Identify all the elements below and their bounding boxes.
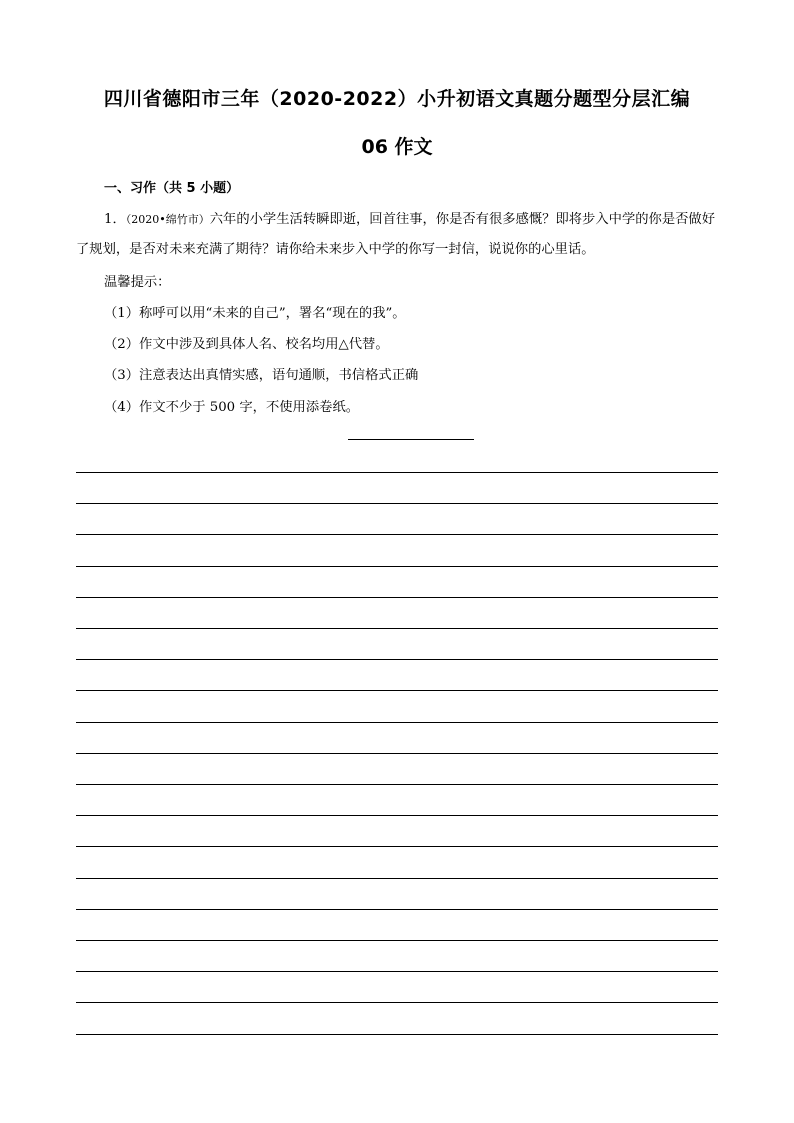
writing-line[interactable]: [76, 503, 718, 504]
hint-3: （3）注意表达出真情实感，语句通顺，书信格式正确: [104, 368, 419, 383]
question-number: 1．: [104, 212, 126, 227]
section-heading: 一、习作（共 5 小题）: [104, 181, 240, 196]
hint-4: （4）作文不少于 500 字，不使用添卷纸。: [104, 400, 360, 415]
writing-line[interactable]: [76, 1002, 718, 1003]
writing-line[interactable]: [76, 784, 718, 785]
writing-line[interactable]: [76, 846, 718, 847]
essay-title-blank[interactable]: [348, 439, 474, 440]
document-subtitle: 06 作文: [361, 136, 433, 158]
writing-line[interactable]: [76, 878, 718, 879]
writing-line[interactable]: [76, 566, 718, 567]
writing-line[interactable]: [76, 971, 718, 972]
question-text: 六年的小学生活转瞬即逝，回首往事，你是否有很多感慨？即将步入中学的你是否做好了规划，是否对未来充满了期待？请你给未来步入中学的你写一封信，说说你的心里话。: [76, 212, 716, 257]
document-title: 四川省德阳市三年（2020-2022）小升初语文真题分题型分层汇编: [103, 88, 691, 110]
writing-line[interactable]: [76, 659, 718, 660]
writing-line[interactable]: [76, 1034, 718, 1035]
writing-line[interactable]: [76, 690, 718, 691]
question-source: （2020•绵竹市）: [125, 213, 210, 226]
writing-line[interactable]: [76, 628, 718, 629]
writing-line[interactable]: [76, 722, 718, 723]
writing-line[interactable]: [76, 940, 718, 941]
writing-line[interactable]: [76, 753, 718, 754]
writing-line[interactable]: [76, 909, 718, 910]
hint-1: （1）称呼可以用“未来的自己”，署名“现在的我”。: [104, 306, 406, 321]
hints-label: 温馨提示：: [104, 275, 171, 290]
writing-line[interactable]: [76, 534, 718, 535]
writing-line[interactable]: [76, 472, 718, 473]
hint-2: （2）作文中涉及到具体人名、校名均用△代替。: [104, 337, 389, 352]
writing-line[interactable]: [76, 597, 718, 598]
writing-line[interactable]: [76, 815, 718, 816]
question-1: [76, 205, 721, 265]
